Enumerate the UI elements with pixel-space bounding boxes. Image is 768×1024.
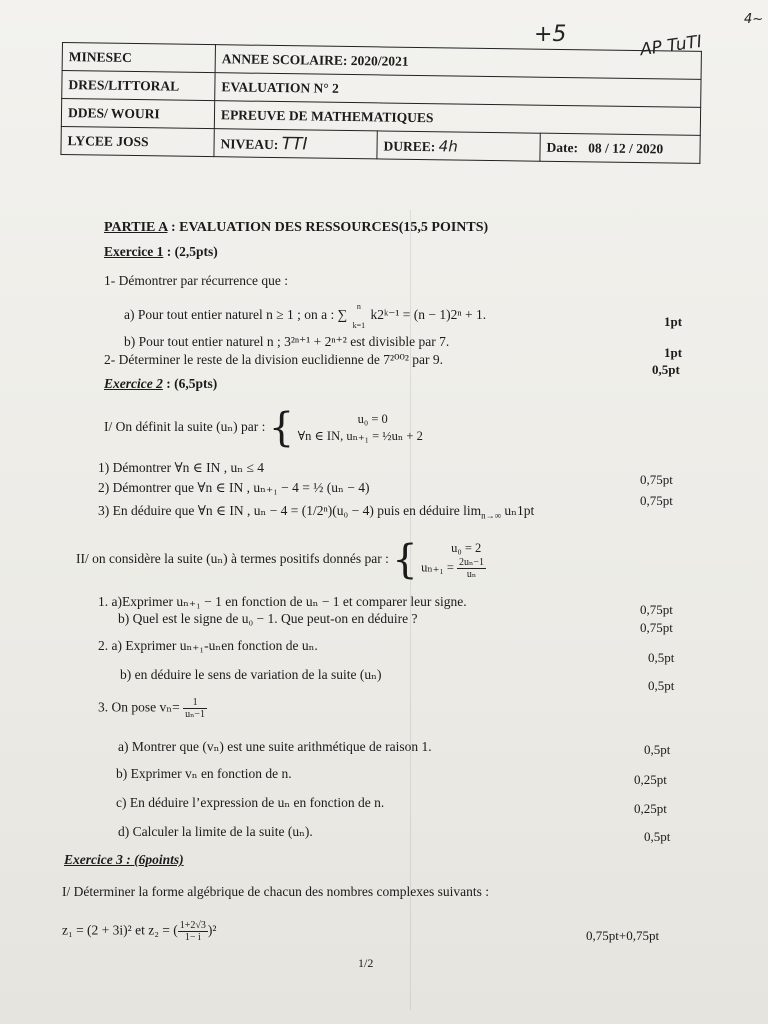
ex2-label: Exercice 2 (104, 376, 163, 391)
system-line-2 (421, 557, 486, 580)
niveau-label: NIVEAU: (220, 135, 279, 152)
duree-cell (377, 131, 540, 161)
partie-title: : EVALUATION DES RESSOURCES(15,5 POINTS) (167, 220, 489, 235)
ex2-part1-def (104, 405, 423, 451)
ex1-q1a-text: a) Pour tout entier naturel n ≥ 1 ; on a : ∑ (124, 307, 348, 323)
system-line-2: ∀n ∈ IN, uₙ₊₁ = ½uₙ + 2 (297, 429, 423, 443)
sum-bounds (353, 302, 366, 330)
ex1-q1a-tail: k2ᵏ⁻¹ = (n − 1)2ⁿ + 1. (370, 307, 487, 323)
ex2-II-q1a: 1. a)Exprimer uₙ₊₁ − 1 en fonction de uₙ − 1 et comparer leur signe. (98, 594, 467, 609)
partie-label: PARTIE A (104, 220, 168, 235)
ex2-I-q2: 2) Démontrer que ∀n ∈ IN , uₙ₊₁ − 4 = ½ (uₙ − 4) (98, 480, 370, 495)
page-number: 1/2 (358, 956, 374, 970)
ex2-II-q3a: a) Montrer que (vₙ) est une suite arithmétique de raison 1. (118, 739, 432, 754)
ex2-part2-intro: II/ on considère la suite (uₙ) à termes positifs donnés par : (76, 551, 389, 567)
handwritten-annotation: AP TuTI (638, 31, 704, 61)
ex2-II-q2b: b) en déduire le sens de variation de la suite (uₙ) (120, 667, 382, 682)
date-value: 08 / 12 / 2020 (588, 139, 664, 156)
partie-heading (104, 220, 488, 236)
fraction-denominator: uₙ (466, 569, 477, 580)
ex2-II-q2a: 2. a) Exprimer uₙ₊₁-uₙen fonction de uₙ. (98, 638, 318, 653)
ex2-I-q3-text: 3) En déduire que ∀n ∈ IN , uₙ − 4 = (1/2ⁿ)(u₀ − 4) puis en déduire lim (98, 503, 482, 518)
ex2-II-q1b: b) Quel est le signe de u₀ − 1. Que peut-on en déduire ? (118, 611, 418, 626)
ex2-II-q3 (98, 697, 207, 720)
header-cell: LYCEE JOSS (61, 126, 214, 156)
ex2-II-q3a-points: 0,5pt (644, 742, 671, 757)
system (421, 540, 486, 580)
duree-value: 4h (438, 136, 458, 156)
ex2-II-q3d: d) Calculer la limite de la suite (uₙ). (118, 824, 313, 839)
z-expression: z₁ = (2 + 3i)² et z₂ = ( (62, 922, 178, 938)
ex3-heading: Exercice 3 : (6points) (64, 852, 184, 867)
header-cell: DRES/LITTORAL (62, 71, 215, 101)
duree-label: DUREE: (383, 138, 436, 154)
ex1-q1a-points: 1pt (664, 314, 683, 329)
header-cell: EPREUVE DE MATHEMATIQUES (214, 101, 700, 136)
ex1-q1b: b) Pour tout entier naturel n ; 3²ⁿ⁺¹ + 2ⁿ⁺² est divisible par 7. (124, 334, 450, 349)
brace: { (392, 537, 418, 583)
ex2-II-q3-text: 3. On pose vₙ= (98, 699, 180, 715)
header-cell: DDES/ WOURI (61, 99, 214, 129)
recurrence-left: uₙ₊₁ = (421, 560, 454, 575)
handwritten-score: +5 (534, 22, 567, 47)
date-cell (540, 133, 700, 163)
system-line-1: u₀ = 2 (451, 541, 482, 555)
ex2-II-q2b-points: 0,5pt (648, 678, 675, 693)
ex2-II-q3b-points: 0,25pt (634, 772, 667, 787)
ex2-I-q2-points: 0,75pt (640, 493, 673, 508)
fraction-numerator: 1 (183, 697, 207, 709)
ex3-I: I/ Déterminer la forme algébrique de chacun des nombres complexes suivants : (62, 884, 489, 899)
ex1-points: : (2,5pts) (163, 244, 218, 259)
ex2-II-q3c: c) En déduire l’expression de uₙ en fonction de n. (116, 795, 385, 810)
ex1-q2-points: 0,5pt (652, 362, 680, 377)
ex3-complex (62, 920, 216, 943)
niveau-cell (214, 129, 377, 159)
ex2-II-q3c-points: 0,25pt (634, 801, 667, 816)
fraction-denominator: uₙ−1 (185, 709, 206, 720)
system (298, 411, 423, 445)
ex2-II-q2a-points: 0,5pt (648, 650, 675, 665)
ex2-I-q1: 1) Démontrer ∀n ∈ IN , uₙ ≤ 4 (98, 460, 264, 475)
ex2-I-q3 (98, 503, 534, 521)
ex2-II-q1a-points: 0,75pt (640, 602, 673, 617)
limit-sub: n→∞ (481, 510, 501, 521)
fraction (178, 920, 208, 943)
fraction (183, 697, 207, 720)
sum-top: n (356, 302, 361, 311)
header-cell: ANNEE SCOLAIRE: 2020/2021 (215, 45, 701, 80)
niveau-value: TTI (281, 133, 308, 154)
fraction-numerator: 2uₙ−1 (459, 557, 484, 568)
header-cell: EVALUATION N° 2 (215, 73, 701, 108)
ex1-label: Exercice 1 (104, 244, 164, 259)
fraction (457, 557, 486, 580)
brace: { (268, 405, 295, 451)
handwritten-corner: 4~ (744, 12, 764, 27)
ex2-II-q1b-points: 0,75pt (640, 620, 673, 635)
fraction-denominator: 1− i (184, 932, 201, 943)
ex2-I-q1-points: 0,75pt (640, 472, 673, 487)
date-label: Date: (546, 139, 579, 155)
system-line-1: u₀ = 0 (357, 412, 388, 426)
header-table (60, 42, 702, 164)
ex2-points: : (6,5pts) (162, 376, 218, 391)
ex2-II-q3d-points: 0,5pt (644, 829, 671, 844)
ex2-heading (104, 376, 217, 392)
z2-tail: )² (207, 922, 217, 938)
ex1-q2: 2- Déterminer le reste de la division euclidienne de 7²⁰⁰² par 9. (104, 352, 444, 367)
header-cell: MINESEC (62, 43, 215, 73)
ex2-part1-intro: I/ On définit la suite (uₙ) par : (104, 419, 266, 435)
ex1-q1b-points: 1pt (664, 345, 683, 360)
ex1-q1a (124, 302, 486, 330)
ex1-q1: 1- Démontrer par récurrence que : (104, 273, 289, 288)
ex1-heading (104, 244, 218, 260)
sum-bottom: k=1 (352, 321, 366, 330)
ex3-points: 0,75pt+0,75pt (586, 928, 660, 943)
ex2-I-q3-tail: uₙ1pt (501, 503, 535, 518)
fraction-numerator: 1+2√3 (179, 920, 206, 931)
ex2-part2-def (76, 537, 486, 583)
ex2-II-q3b: b) Exprimer vₙ en fonction de n. (116, 766, 292, 781)
